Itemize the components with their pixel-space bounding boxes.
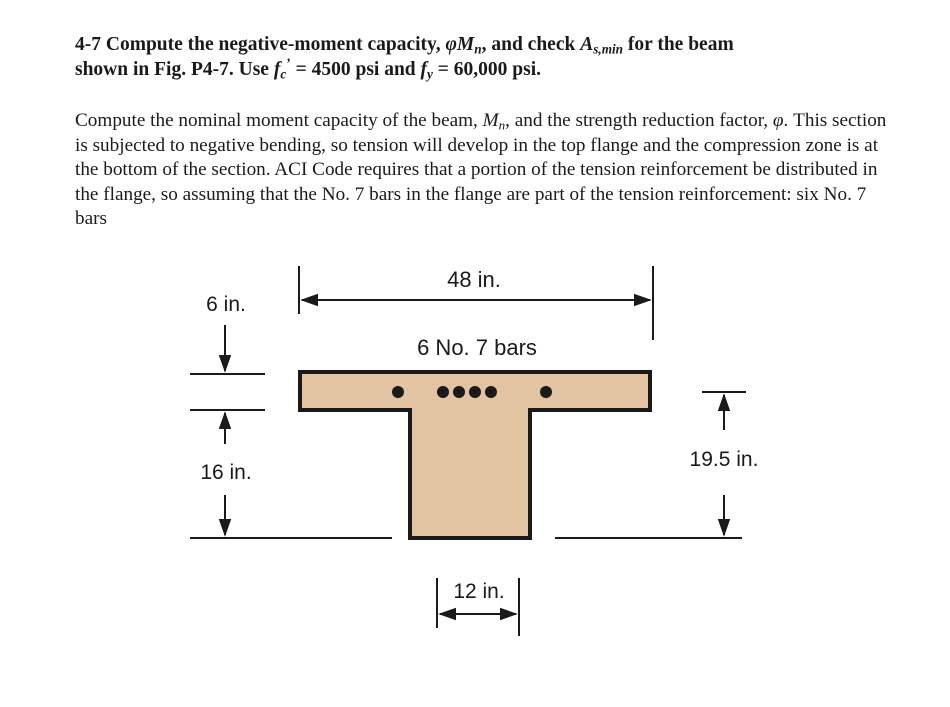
solution-part3: . This section is subjected to negative bending, so tension will develop in the top flange and the compression zone is at the bottom of the section. ACI Code requires that a portion of the tension reinforcement be distributed in the flange, so assuming that the No. 7 bars in the flange are part of the tension reinforcement: six No. 7 bars	[75, 110, 887, 229]
web-width-label: 12 in.	[453, 580, 505, 603]
steel-area-subscript: s,min	[593, 41, 624, 57]
problem-lead: Compute the negative-moment capacity,	[105, 34, 441, 55]
rebar	[437, 386, 449, 398]
web-depth-label: 16 in.	[200, 461, 252, 484]
phi-symbol: φ	[445, 34, 457, 55]
fy-subscript: y	[427, 66, 433, 82]
nominal-moment-symbol: M	[482, 110, 499, 131]
problem-mid: , and check	[481, 34, 576, 55]
bars-label: 6 No. 7 bars	[417, 335, 537, 360]
solution-part1: Compute the nominal moment capacity of the beam,	[75, 110, 478, 131]
rebar	[485, 386, 497, 398]
fc-symbol: f	[273, 59, 281, 80]
flange-thickness-label: 6 in.	[206, 293, 246, 316]
left-dimensions	[190, 325, 392, 538]
fy-symbol: f	[420, 59, 428, 80]
steel-area-symbol: A	[580, 34, 594, 55]
rebar	[540, 386, 552, 398]
rebar	[469, 386, 481, 398]
fc-subscript: c	[280, 66, 287, 82]
moment-subscript: n	[474, 41, 482, 57]
effective-depth-label: 19.5 in.	[689, 448, 759, 471]
problem-number: 4-7	[75, 34, 101, 55]
rebar	[392, 386, 404, 398]
fy-value: = 60,000 psi.	[432, 59, 542, 80]
solution-part2: , and the strength reduction factor,	[505, 110, 769, 131]
fc-prime: ’	[286, 55, 291, 71]
nominal-moment-subscript: n	[498, 117, 506, 133]
rebar	[453, 386, 465, 398]
problem-line2: shown in Fig. P4-7. Use	[75, 59, 269, 80]
fc-value: = 4500 psi and	[290, 59, 416, 80]
problem-tail: for the beam	[627, 34, 734, 55]
moment-symbol: M	[456, 34, 475, 55]
phi-factor-symbol: φ	[772, 110, 784, 131]
flange-width-label: 48 in.	[447, 267, 501, 292]
